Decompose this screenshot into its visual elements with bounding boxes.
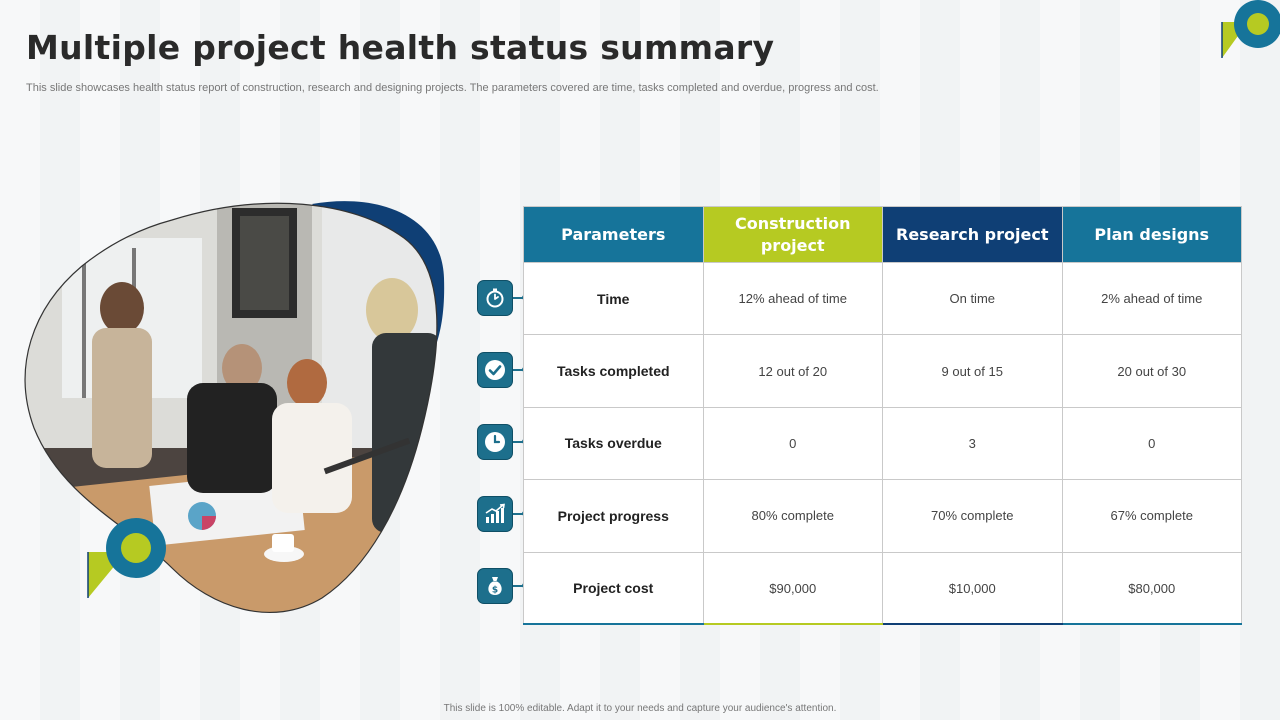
cell-construction: 12 out of 20 <box>703 335 883 407</box>
decorative-logo-icon <box>86 518 170 600</box>
header-construction-project: Construction project <box>703 207 883 263</box>
growth-chart-icon <box>477 496 513 532</box>
clock-icon <box>477 424 513 460</box>
cell-plan-designs: 67% complete <box>1062 480 1242 552</box>
footer-note: This slide is 100% editable. Adapt it to your needs and capture your audience's attention. <box>443 703 837 714</box>
health-status-table <box>523 206 1242 625</box>
table-row <box>524 263 1242 335</box>
cell-research: 3 <box>883 407 1063 479</box>
icon-row-project-cost <box>477 550 525 622</box>
cell-plan-designs: 2% ahead of time <box>1062 263 1242 335</box>
row-parameter: Tasks overdue <box>524 407 704 479</box>
cell-research: 70% complete <box>883 480 1063 552</box>
row-parameter: Project cost <box>524 552 704 624</box>
page-title: Multiple project health status summary <box>26 28 775 67</box>
icon-row-time <box>477 262 525 334</box>
cell-research: On time <box>883 263 1063 335</box>
icon-row-project-progress <box>477 478 525 550</box>
header-plan-designs: Plan designs <box>1062 207 1242 263</box>
table-row <box>524 552 1242 624</box>
icon-row-tasks-completed <box>477 334 525 406</box>
header-research-project: Research project <box>883 207 1063 263</box>
cell-construction: 80% complete <box>703 480 883 552</box>
page-subtitle: This slide showcases health status report of construction, research and designing projects. The parameters covered are time, tasks completed and overdue, progress and cost. <box>26 82 879 94</box>
cell-construction: $90,000 <box>703 552 883 624</box>
table-row <box>524 480 1242 552</box>
icon-row-tasks-overdue <box>477 406 525 478</box>
corner-logo-icon <box>1218 0 1280 60</box>
row-parameter: Project progress <box>524 480 704 552</box>
cell-construction: 12% ahead of time <box>703 263 883 335</box>
parameter-icons <box>477 262 525 622</box>
table-row <box>524 407 1242 479</box>
money-bag-icon <box>477 568 513 604</box>
table-header-row <box>524 207 1242 263</box>
svg-text:$: $ <box>491 585 499 596</box>
stopwatch-icon <box>477 280 513 316</box>
cell-plan-designs: 0 <box>1062 407 1242 479</box>
cell-research: 9 out of 15 <box>883 335 1063 407</box>
table-row <box>524 335 1242 407</box>
cell-construction: 0 <box>703 407 883 479</box>
check-circle-icon <box>477 352 513 388</box>
row-parameter: Time <box>524 263 704 335</box>
header-parameters: Parameters <box>524 207 704 263</box>
cell-plan-designs: $80,000 <box>1062 552 1242 624</box>
cell-research: $10,000 <box>883 552 1063 624</box>
cell-plan-designs: 20 out of 30 <box>1062 335 1242 407</box>
row-parameter: Tasks completed <box>524 335 704 407</box>
